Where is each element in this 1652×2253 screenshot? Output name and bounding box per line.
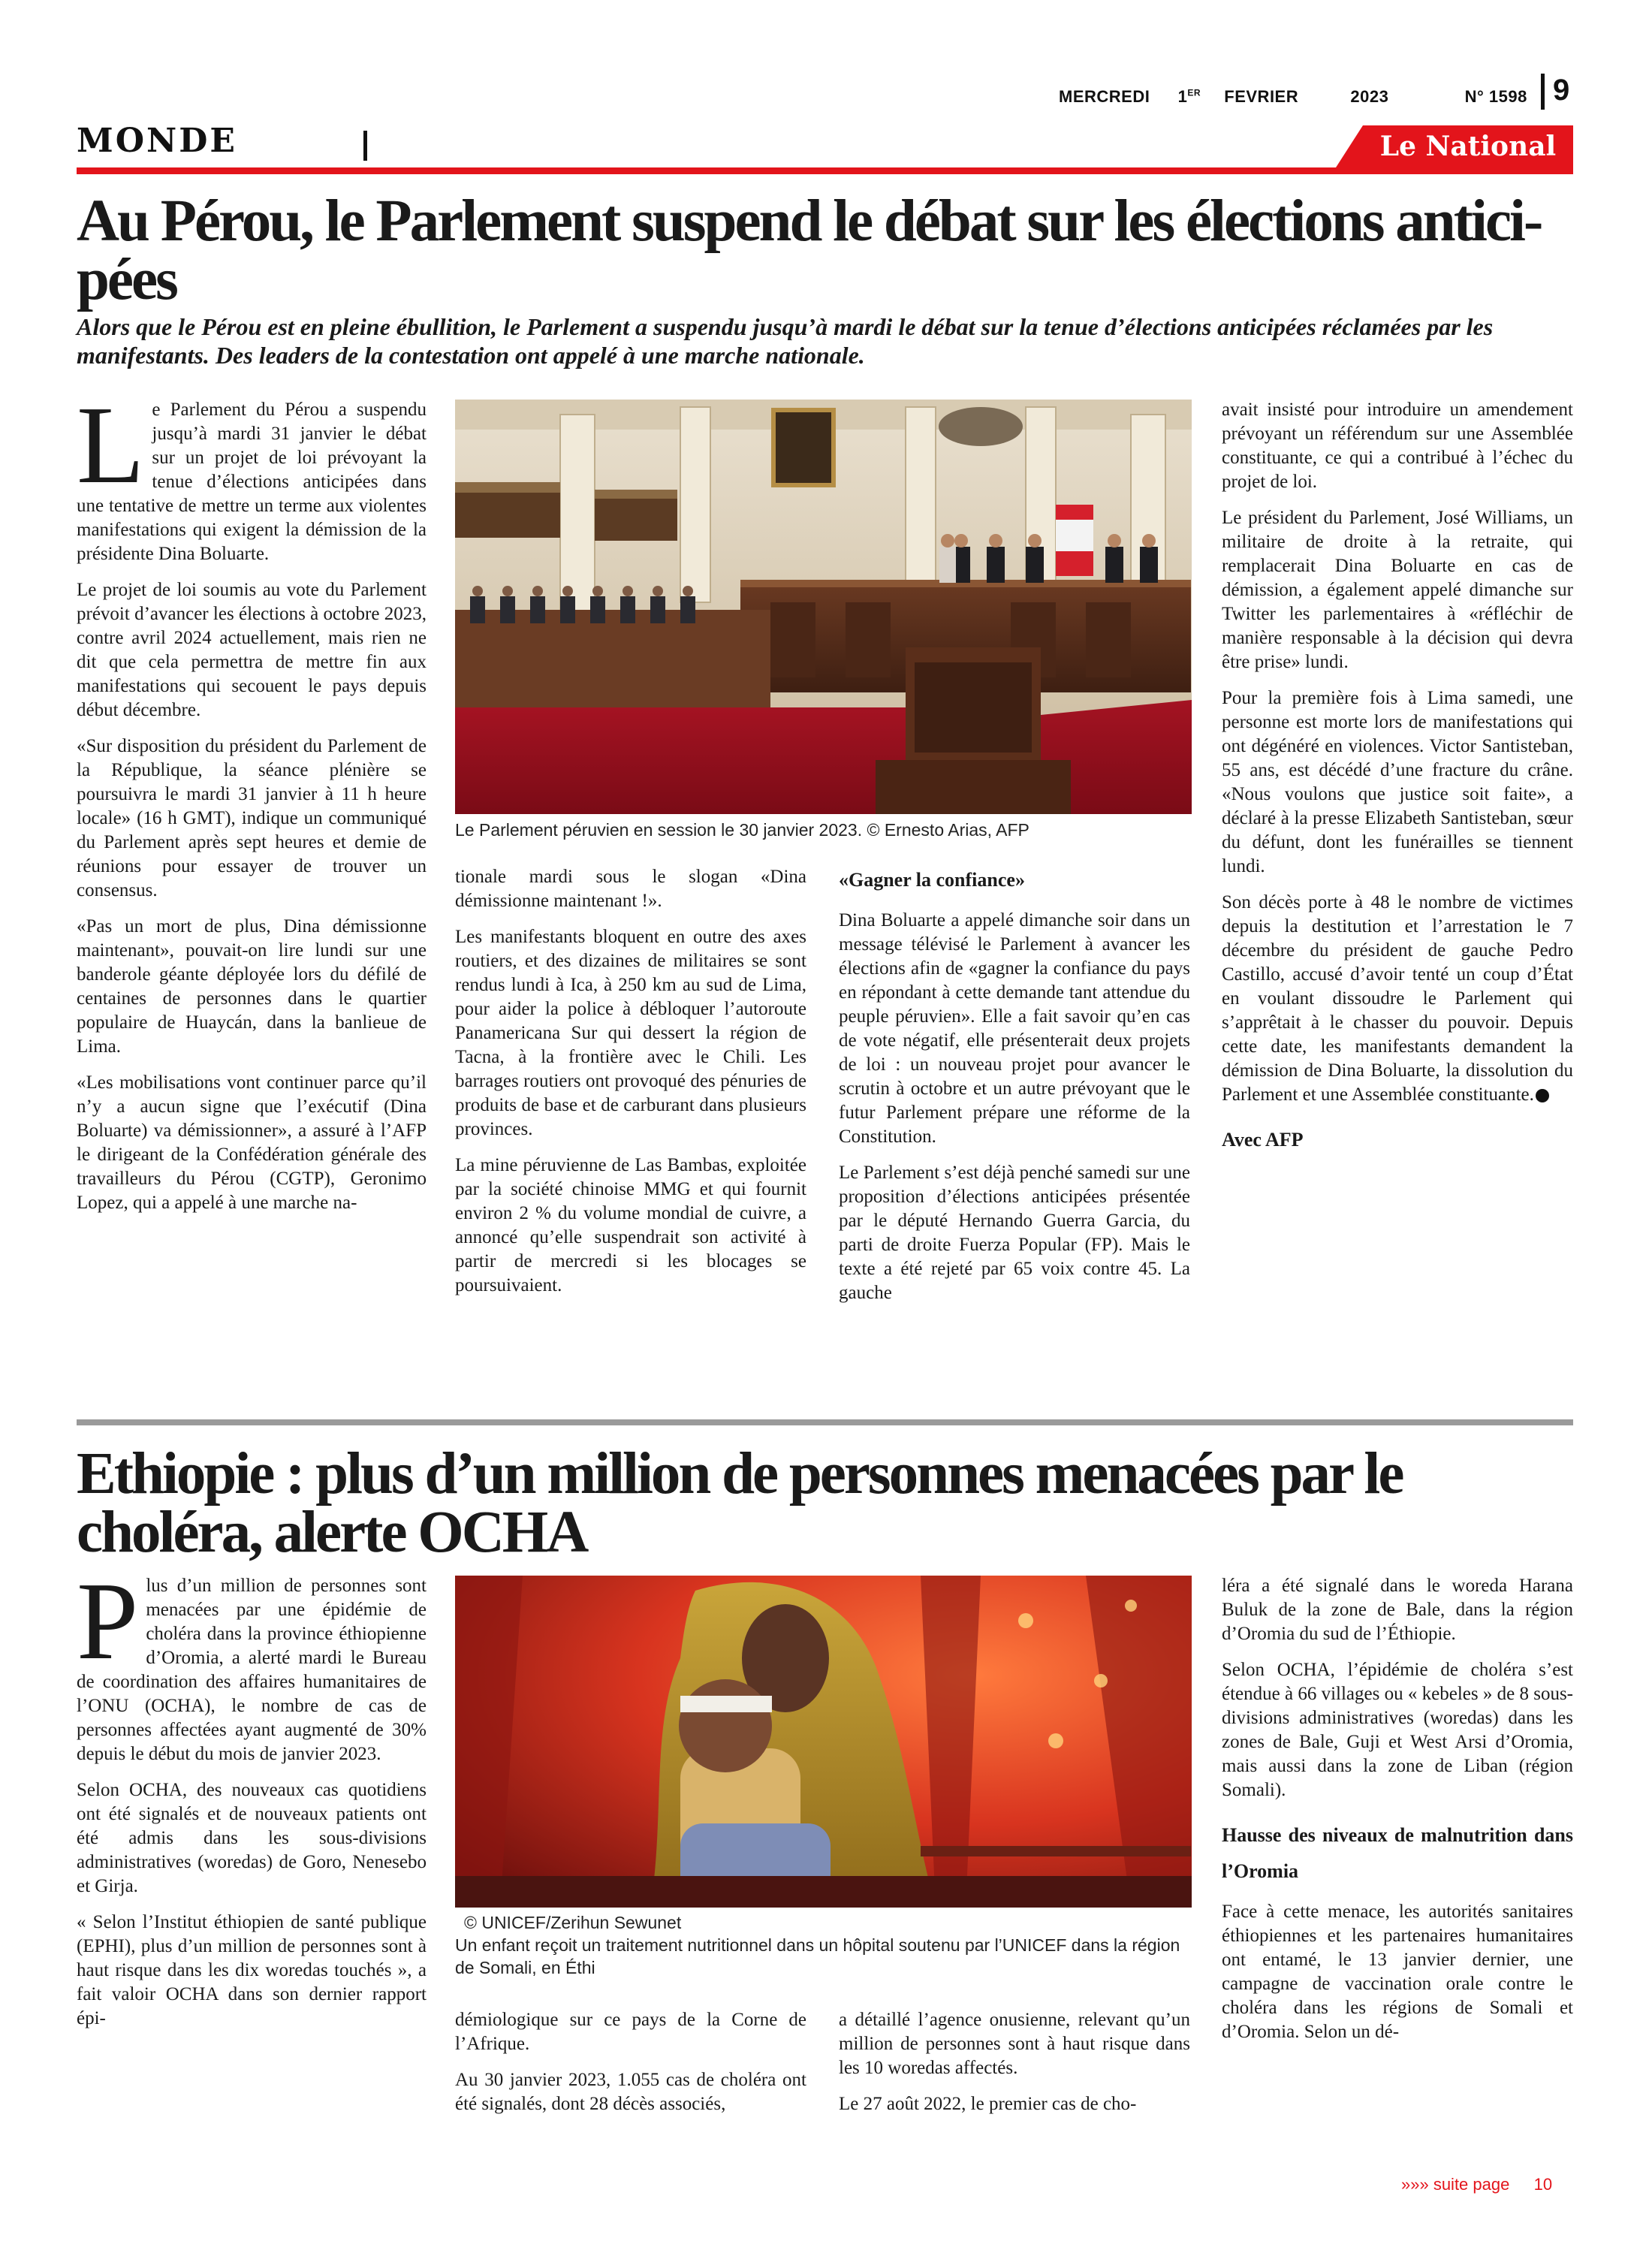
parliament-chamber-photo <box>455 400 1192 814</box>
article1-subhead: «Gagner la confiance» <box>839 869 1025 891</box>
article1-paragraph: avait insisté pour introduire un amendement prévoyant un référendum sur une Assemblée constituante, ce qui a contribué à l’échec du projet de loi. <box>1222 400 1573 492</box>
article2-headline: Ethiopie : plus d’un million de personnes menacées par le choléra, alerte OCHA <box>77 1441 1403 1565</box>
article1-column-3 <box>839 862 1190 1317</box>
article2-paragraph: « Selon l’Institut éthiopien de santé publique (EPHI), plus d’un million de personnes sont à haut risque dans les dix woredas touchés », a fait valoir OCHA dans son dernier rapport épi- <box>77 1912 427 2028</box>
article2-paragraph: Le 27 août 2022, le premier cas de cho- <box>839 2094 1137 2114</box>
article1-paragraph: Le projet de loi soumis au vote du Parlement prévoit d’avancer les élections à octobre 2023, contre avril 2024 actuellement, mais rien ne dit que cela permettra de mettre fin aux manifestations qui secouent le pays depuis début décembre. <box>77 580 427 720</box>
article2-paragraph: Selon OCHA, l’épidémie de choléra s’est étendue à 66 villages ou « kebeles » de 8 sous-divisions administratives (woredas) dans les zones de Bale, Guji et West Arsi d’Oromia, mais aussi dans la zone de Liban (région Somali). <box>1222 1660 1573 1800</box>
article1-paragraph: Le Parlement du Pérou a suspendu jusqu’à mardi 31 janvier le débat sur un projet de loi prévoyant la tenue d’élections anticipées dans une tentative de mettre un terme aux violentes manifestations qui exigent la démission de la présidente Dina Boluarte. <box>77 384 427 564</box>
article2-photo-credit: © UNICEF/Zerihun Sewunet <box>464 1913 682 1932</box>
article2-column-3 <box>839 2008 1190 2128</box>
section-divider <box>363 131 367 161</box>
header-issue: N° 1598 <box>1464 87 1527 106</box>
end-of-article-icon <box>1536 1089 1549 1102</box>
article-divider <box>77 1419 1573 1425</box>
article1-paragraph: tionale mardi sous le slogan «Dina démissionne maintenant !». <box>455 867 806 911</box>
article2-paragraph: Plus d’un million de personnes sont menacées par une épidémie de choléra dans la province éthiopienne d’Oromia, a alerté mardi le Bureau de coordination des affaires humanitaires de l’ONU (OCHA), le nombre de cas de personnes affectées ayant augmenté de 30% depuis le début du mois de janvier 2023. <box>77 1560 427 1764</box>
article1-photo-caption: Le Parlement péruvien en session le 30 janvier 2023. © Ernesto Arias, AFP <box>455 820 1029 840</box>
continued-label: »»» suite page <box>1401 2175 1510 2194</box>
article2-paragraph: Au 30 janvier 2023, 1.055 cas de choléra ont été signalés, dont 28 décès associés, <box>455 2070 806 2114</box>
page-number: 9 <box>1553 74 1570 107</box>
article1-paragraph: Le président du Parlement, José Williams, un militaire de droite à la retraite, qui remplacerait Dina Boluarte en cas de démission, a également appelé dimanche sur Twitter les parlementaires à «réfléchir de manière responsable à la décision qui devra être prise» lundi. <box>1222 508 1573 672</box>
article1-paragraph: La mine péruvienne de Las Bambas, exploitée par la société chinoise MMG et qui fournit environ 2 % du volume mondial de cuivre, a annoncé qu’elle suspendrait son activité à partir de mercredi si les blocages se poursuivaient. <box>455 1155 806 1295</box>
header-date-num: 1 <box>1177 87 1188 106</box>
article2-paragraph: léra a été signalé dans le woreda Harana Buluk de la zone de Bale, dans la région d’Oromia du sud de l’Éthiopie. <box>1222 1576 1573 1644</box>
header-year: 2023 <box>1350 87 1389 106</box>
article1-signature: Avec AFP <box>1222 1129 1304 1151</box>
article1-column-4 <box>1222 398 1573 1152</box>
article1-paragraph: Son décès porte à 48 le nombre de victimes depuis la destitution et l’arrestation le 7 décembre du président de gauche Pedro Castillo, accusé d’avoir tenté un coup d’État en voulant dissoudre le Parlement qui s’apprêtait à le chasser du pouvoir. Depuis cette date, les manifestants demandent la démission de Dina Boluarte, la dissolution du Parlement et une Assemblée constituante. <box>1222 892 1573 1105</box>
article1-paragraph: Le Parlement s’est déjà penché samedi sur une proposition d’élections anticipées présentée par le député Hernando Guerra Garcia, du parti de droite Fuerza Popular (FP). Mais le texte a été rejeté par 65 voix contre 45. La gauche <box>839 1163 1190 1303</box>
brand-tab-corner <box>1336 125 1363 167</box>
article2-paragraph: démiologique sur ce pays de la Corne de l’Afrique. <box>455 2010 806 2054</box>
brand-label: Le National <box>1363 125 1573 167</box>
article1-dropcap: L <box>77 384 145 507</box>
article1-paragraph: «Les mobilisations vont continuer parce qu’il n’y a aucun signe que l’exécutif (Dina Boluarte) va démissionner», a assuré à l’AFP le dirigeant de la Confédération générale des travailleurs du Pérou (CGTP), Geronimo Lopez, qui a appelé à une marche na- <box>77 1072 427 1213</box>
article1-paragraph: «Sur disposition du président du Parlement de la République, la séance plénière se poursuivra le mardi 31 janvier à 11 h heure locale» (16 h GMT), indique un communiqué du Parlement après sept heures et demie de réunions pour essayer de trouver un consensus. <box>77 736 427 900</box>
continued-page: 10 <box>1533 2175 1553 2194</box>
article2-column-4 <box>1222 1574 1573 2056</box>
article1-headline: Au Pérou, le Parlement suspend le débat sur les élections antici-pées <box>77 189 1542 312</box>
article1-paragraph: Dina Boluarte a appelé dimanche soir dans un message télévisé le Parlement à avancer les élections afin de «gagner la confiance du pays en répondant à cette demande tant attendue du peuple péruvien». Elle a fait savoir qu’en cas de vote négatif, elle présenterait deux projets de loi : un nouveau projet pour avancer le scrutin à octobre et un autre prévoyant que le futur Parlement prépare une réforme de la Constitution. <box>839 910 1190 1147</box>
header-date-sup: ER <box>1187 87 1201 98</box>
article2-paragraph: a détaillé l’agence onusienne, relevant qu’un million de personnes sont à haut risque dans les 10 woredas affectés. <box>839 2010 1190 2078</box>
article1-column-2 <box>455 865 806 1310</box>
header-month: FEVRIER <box>1224 87 1299 106</box>
article2-paragraph: Face à cette menace, les autorités sanitaires éthiopiennes et les partenaires humanitaires ont entamé, le 13 janvier dernier, une campagne de vaccination orale contre le choléra dans les régions de Somali et d’Oromia. Selon un dé- <box>1222 1902 1573 2042</box>
header-red-rule <box>77 167 1573 174</box>
article1-paragraph: Les manifestants bloquent en outre des axes routiers, et des dizaines de militaires se sont rendus lundi à Ica, à 250 km au sud de Lima, pour aider la police à débloquer l’autoroute Panamericana Sur qui dessert la région de Tacna, à la frontière avec le Chili. Les barrages routiers ont provoqué des pénuries de produits de base et de carburant dans plusieurs provinces. <box>455 927 806 1139</box>
article2-photo-caption: Un enfant reçoit un traitement nutritionnel dans un hôpital soutenu par l’UNICEF dans la région de Somali, en Éthi <box>455 1935 1180 1977</box>
header-divider <box>1541 74 1545 110</box>
section-name: MONDE <box>77 122 237 160</box>
header-day: MERCREDI <box>1059 87 1150 106</box>
article2-dropcap: P <box>77 1560 139 1683</box>
article2-subhead: Hausse des niveaux de malnutrition dans l’Oromia <box>1222 1824 1573 1882</box>
header-date <box>1059 87 1527 107</box>
continued-link[interactable] <box>1401 2175 1552 2194</box>
article1-column-1 <box>77 384 427 1227</box>
mother-and-child-photo <box>455 1576 1192 1908</box>
article1-paragraph: «Pas un mort de plus, Dina démissionne maintenant», pouvait-on lire lundi sur une banderole géante déployée lors du défilé de centaines de personnes dans le quartier populaire de Huaycán, dans la banlieue de Lima. <box>77 916 427 1057</box>
article1-paragraph: Pour la première fois à Lima samedi, une personne est morte lors de manifestations qui ont dégénéré en violences. Victor Santisteban, 55 ans, est décédé d’une fracture du crâne. «Nous voulons que justice soit faite», a déclaré à la presse Elizabeth Santisteban, sœur du défunt, dont les funérailles se tiennent lundi. <box>1222 688 1573 876</box>
article2-paragraph: Selon OCHA, des nouveaux cas quotidiens ont été signalés et de nouveaux patients ont été admis dans les sous-divisions administratives (woredas) de Goro, Nenesebo et Girja. <box>77 1780 427 1896</box>
article2-column-1 <box>77 1560 427 2043</box>
article1-chapo: Alors que le Pérou est en pleine ébullition, le Parlement a suspendu jusqu’à mardi le débat sur la tenue d’élections anticipées réclamées par les manifestants. Des leaders de la contestation ont appelé à une marche nationale. <box>77 313 1494 369</box>
article2-column-2 <box>455 2008 806 2128</box>
